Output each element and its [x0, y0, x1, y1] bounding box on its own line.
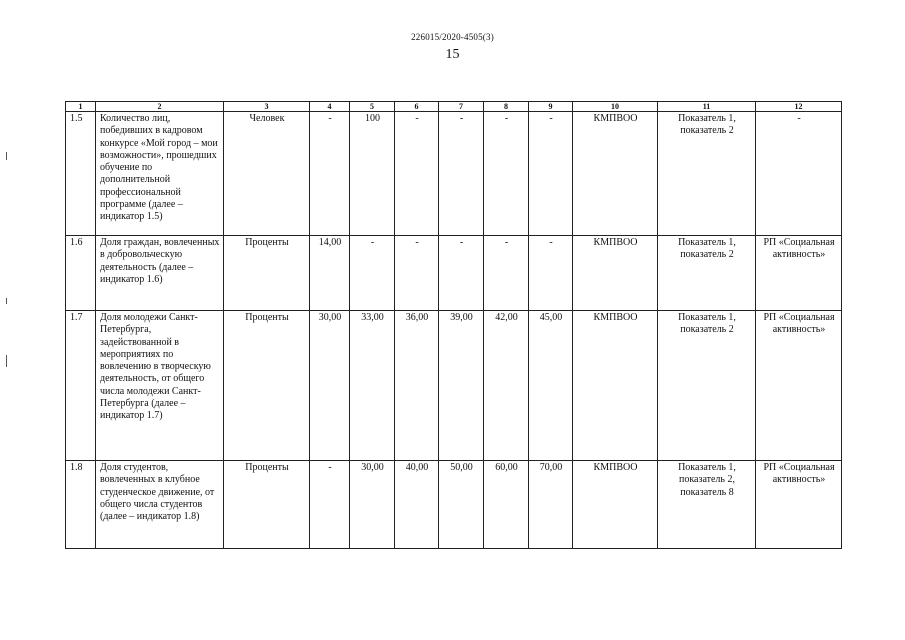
- project-cell: РП «Социальная активность»: [756, 236, 842, 311]
- responsible-cell: КМПВОО: [573, 112, 658, 236]
- column-header: 1: [66, 102, 96, 112]
- unit-cell: Проценты: [224, 461, 310, 549]
- value-cell: 14,00: [310, 236, 350, 311]
- project-cell: РП «Социальная активность»: [756, 311, 842, 461]
- scan-mark-left: [6, 152, 7, 160]
- value-cell: -: [439, 236, 484, 311]
- related-indicators-cell: Показатель 1, показатель 2, показатель 8: [658, 461, 756, 549]
- value-cell: 33,00: [350, 311, 395, 461]
- value-cell: -: [310, 461, 350, 549]
- table-header-row: [66, 102, 842, 112]
- value-cell: -: [529, 112, 573, 236]
- column-header: 10: [573, 102, 658, 112]
- value-cell: -: [310, 112, 350, 236]
- column-header: 3: [224, 102, 310, 112]
- indicator-number: 1.7: [66, 311, 96, 461]
- related-indicators-cell: Показатель 1, показатель 2: [658, 236, 756, 311]
- value-cell: -: [484, 112, 529, 236]
- unit-cell: Человек: [224, 112, 310, 236]
- unit-cell: Проценты: [224, 236, 310, 311]
- indicator-description: Доля студентов, вовлеченных в клубное студенческое движение, от общего числа студентов (далее – индикатор 1.8): [96, 461, 224, 549]
- indicators-table: [65, 101, 842, 549]
- column-header: 12: [756, 102, 842, 112]
- value-cell: -: [395, 236, 439, 311]
- value-cell: 30,00: [350, 461, 395, 549]
- value-cell: 42,00: [484, 311, 529, 461]
- table-row: [66, 311, 842, 461]
- value-cell: 39,00: [439, 311, 484, 461]
- column-header: 8: [484, 102, 529, 112]
- column-header: 2: [96, 102, 224, 112]
- responsible-cell: КМПВОО: [573, 236, 658, 311]
- value-cell: -: [529, 236, 573, 311]
- project-cell: РП «Социальная активность»: [756, 461, 842, 549]
- value-cell: 45,00: [529, 311, 573, 461]
- responsible-cell: КМПВОО: [573, 311, 658, 461]
- project-cell: -: [756, 112, 842, 236]
- table-row: [66, 461, 842, 549]
- responsible-cell: КМПВОО: [573, 461, 658, 549]
- column-header: 6: [395, 102, 439, 112]
- scan-mark-left: [6, 298, 7, 304]
- indicator-description: Количество лиц, победивших в кадровом конкурсе «Мой город – мои возможности», прошедших обучение по дополнительной профессиональной программе (далее – индикатор 1.5): [96, 112, 224, 236]
- value-cell: -: [484, 236, 529, 311]
- column-header: 9: [529, 102, 573, 112]
- page-number: 15: [445, 47, 460, 62]
- value-cell: 100: [350, 112, 395, 236]
- indicator-description: Доля граждан, вовлеченных в добровольческую деятельность (далее – индикатор 1.6): [96, 236, 224, 311]
- related-indicators-cell: Показатель 1, показатель 2: [658, 311, 756, 461]
- column-header: 5: [350, 102, 395, 112]
- value-cell: 36,00: [395, 311, 439, 461]
- document-code: 226015/2020-4505(3): [411, 32, 494, 42]
- value-cell: -: [439, 112, 484, 236]
- value-cell: 50,00: [439, 461, 484, 549]
- related-indicators-cell: Показатель 1, показатель 2: [658, 112, 756, 236]
- indicator-number: 1.5: [66, 112, 96, 236]
- indicator-number: 1.8: [66, 461, 96, 549]
- scan-mark-left: [6, 355, 7, 367]
- indicator-description: Доля молодежи Санкт-Петербурга, задействованной в мероприятиях по вовлечению в творческую деятельность, от общего числа молодежи Санкт-Петербурга (далее – индикатор 1.7): [96, 311, 224, 461]
- table-row: [66, 236, 842, 311]
- table-row: [66, 112, 842, 236]
- value-cell: 40,00: [395, 461, 439, 549]
- indicator-number: 1.6: [66, 236, 96, 311]
- column-header: 11: [658, 102, 756, 112]
- value-cell: -: [395, 112, 439, 236]
- value-cell: 60,00: [484, 461, 529, 549]
- column-header: 4: [310, 102, 350, 112]
- value-cell: 70,00: [529, 461, 573, 549]
- unit-cell: Проценты: [224, 311, 310, 461]
- column-header: 7: [439, 102, 484, 112]
- value-cell: -: [350, 236, 395, 311]
- value-cell: 30,00: [310, 311, 350, 461]
